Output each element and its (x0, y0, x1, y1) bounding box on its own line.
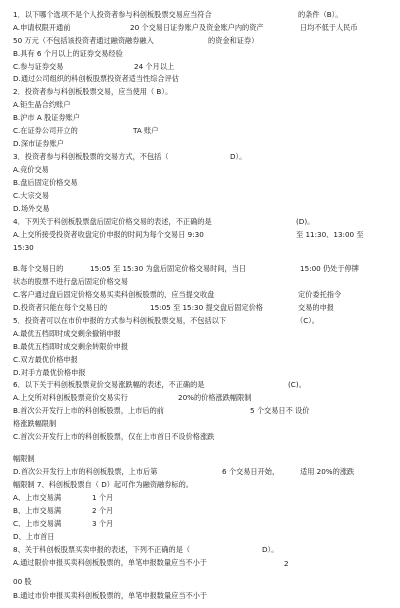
q8-option-a-right: 2 (284, 559, 289, 568)
q3-stem: 3．投资者参与科创板股票的交易方式，不包括（ (13, 152, 169, 161)
q5-option-a: A.最优五档即时成交剩余撤销申报 (13, 329, 121, 338)
q7-option-a-tail: 1 个月 (92, 493, 114, 502)
q8-stem: 8、关于科创板股票买卖申报的表述，下列不正确的是（ (13, 545, 191, 554)
q4-option-c: C.客户通过盘后固定价格交易买卖科创板股票的，应当提交收盘 (13, 290, 215, 299)
q8-stem-tail: D）。 (262, 545, 279, 554)
q4-option-b-mid: 15:05 至 15:30 为盘后固定价格交易时间，当日 (90, 264, 247, 273)
q5-option-b: B.最优五档即时成交剩余转限价申报 (13, 342, 129, 351)
q6-option-c-line2: 幅限制 (13, 454, 35, 463)
q6-option-d-right: 适用 20%的涨跌 (300, 467, 355, 476)
q2-option-c-tail: TA 账户 (133, 126, 159, 135)
q2-option-c: C.在证券公司开立的 (13, 126, 78, 135)
q6-option-c: C.首次公开发行上市的科创板股票，仅在上市首日不设价格涨跌 (13, 432, 215, 441)
q7-option-c: C、上市交易满 (13, 519, 62, 528)
q7-option-d: D、上市首日 (13, 532, 55, 541)
q4-option-b: B.每个交易日的 (13, 264, 64, 273)
q2-option-b: B.沪市 A 股证券账户 (13, 113, 81, 122)
q7-option-c-tail: 3 个月 (92, 519, 114, 528)
q3-option-d: D.场外交易 (13, 204, 50, 213)
q1-stem: 1．以下哪个选项不是个人投资者参与科创板股票交易应当符合 (13, 10, 212, 19)
q7-option-b-tail: 2 个月 (92, 506, 114, 515)
q6-option-d-mid: 6 个交易日开始， (222, 467, 280, 476)
q4-option-a-right: 至 11:30、13:00 至 (296, 230, 364, 239)
q3-option-c: C.大宗交易 (13, 191, 50, 200)
q1-option-a-mid: 20 个交易日证券账户及资金账户内的资产 (130, 23, 264, 32)
q1-option-a-line2-right: 的资金和证券） (208, 36, 259, 45)
q3-option-b: B.盘后固定价格交易 (13, 178, 78, 187)
q7-option-b: B、上市交易满 (13, 506, 62, 515)
q4-option-a-line2: 15:30 (13, 243, 34, 252)
q1-option-a-right: 日均不低于人民币 (300, 23, 358, 32)
q6-option-a: A.上交所对科创板股票竞价交易实行 (13, 393, 128, 402)
q4-option-d-right: 交易的申报 (298, 303, 334, 312)
q2-option-d: D.深市证券账户 (13, 139, 64, 148)
q5-stem: 5．投资者可以在市价申报的方式参与科创板股票交易，不包括以下 (13, 316, 227, 325)
q4-option-d: D.投资者只能在每个交易日的 (13, 303, 108, 312)
q6-option-b-line2: 格涨跌幅限制 (13, 419, 57, 428)
q4-stem-tail: (D)。 (296, 217, 315, 226)
q4-option-b-line2: 状态的股票不进行盘后固定价格交易 (13, 277, 129, 286)
q6-option-b: B.首次公开发行上市的科创板股票，上市后的前 (13, 406, 164, 415)
q8-option-b: B.通过市价申报买卖科创板股票的，单笔申报数量应当不小于 (13, 591, 208, 600)
q1-option-c-tail: 24 个月以上 (134, 62, 175, 71)
q2-option-a: A.钜生晶合约账户 (13, 100, 71, 109)
q6-option-b-right: 5 个交易日不 设价 (250, 406, 310, 415)
q5-option-d: D.对手方最优价格申报 (13, 368, 86, 377)
q5-option-c: C.双方最优价格申报 (13, 355, 78, 364)
q1-stem-tail: 的条件（B）。 (298, 10, 343, 19)
q4-option-d-mid: 15:05 至 15:30 提交盘后固定价格 (150, 303, 263, 312)
q3-stem-tail: D）。 (230, 152, 247, 161)
q6-stem-tail: (C)。 (288, 380, 306, 389)
q7-option-a: A、上市交易满 (13, 493, 62, 502)
q1-option-b: B.具有 6 个月以上的证券交易经验 (13, 49, 123, 58)
q8-option-a-line2: 00 股 (13, 577, 32, 586)
q4-option-b-right: 15:00 仍处于停牌 (300, 264, 359, 273)
q4-stem: 4．下列关于科创板股票盘后固定价格交易的表述，不正确的是 (13, 217, 212, 226)
q1-option-a-line2: 50 万元（不包括该投资者通过融资融券融入 (13, 36, 154, 45)
q6-option-d-line2: 幅限制 7、科创板股票自（ D）起可作为融资融券标的。 (13, 480, 193, 489)
q6-option-d: D.首次公开发行上市的科创板股票，上市后第 (13, 467, 158, 476)
q5-stem-tail: （C）。 (296, 316, 319, 325)
q1-option-d: D.通过公司组织的科创板股票投资者适当性综合评估 (13, 74, 179, 83)
q1-option-c: C.参与证券交易 (13, 62, 64, 71)
q2-stem: 2．投资者参与科创板股票交易，应当使用（ B）。 (13, 87, 173, 96)
q6-option-a-tail: 20%的价格涨跌幅限制 (178, 393, 252, 402)
q4-option-c-right: 定价委托指令 (298, 290, 342, 299)
q6-stem: 6．以下关于科创板股票竞价交易涨跌幅的表述，不正确的是 (13, 380, 205, 389)
q4-option-a: A.上交所接受投资者收盘定价申报的时间为每个交易日 9:30 (13, 230, 204, 239)
q3-option-a: A.竞价交易 (13, 165, 49, 174)
q1-option-a: A.申请权限开通前 (13, 23, 71, 32)
q8-option-a: A.通过限价申报买卖科创板股票的，单笔申报数量应当不小于 (13, 558, 207, 567)
